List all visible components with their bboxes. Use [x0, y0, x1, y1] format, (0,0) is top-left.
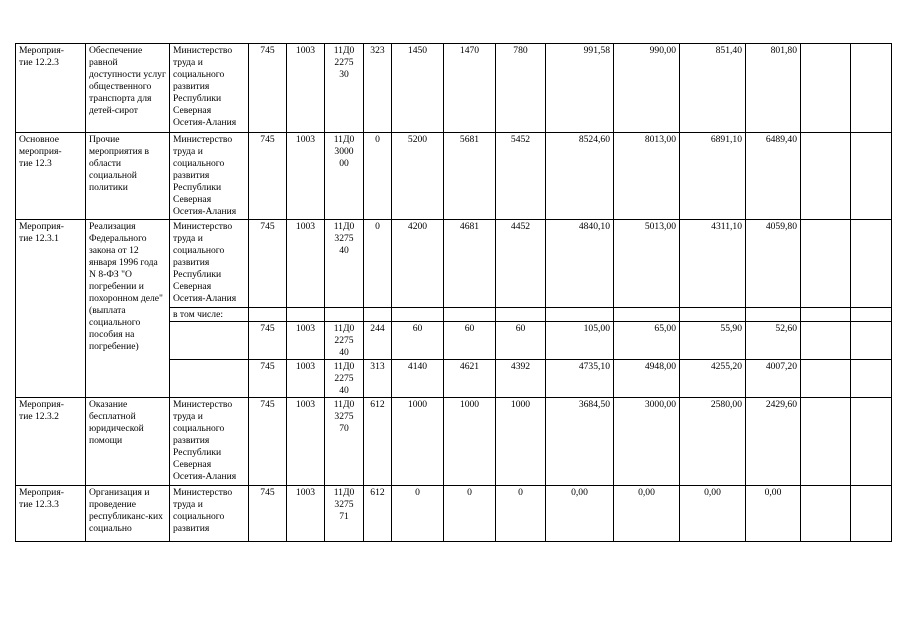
row-v2: 1000	[444, 398, 496, 486]
row-csr: 11Д0 2275 40	[325, 322, 364, 360]
row-description: Оказание бесплатной юридической помощи	[86, 398, 170, 486]
row-vr: 313	[364, 360, 392, 398]
row-v5: 4948,00	[614, 360, 680, 398]
row-v7: 0,00	[746, 486, 801, 542]
row-executor: Министерство труда и социального развития	[170, 486, 249, 542]
row-v6: 55,90	[680, 322, 746, 360]
empty-cell	[444, 308, 496, 322]
row-csr: 11Д0 2275 40	[325, 360, 364, 398]
row-v1: 1450	[392, 44, 444, 133]
row-vr: 0	[364, 220, 392, 308]
row-v3: 4452	[496, 220, 546, 308]
row-v7: 801,80	[746, 44, 801, 133]
table-row	[16, 486, 892, 542]
row-v7: 6489,40	[746, 133, 801, 220]
row-csr: 11Д0 2275 30	[325, 44, 364, 133]
empty-cell	[170, 360, 249, 398]
empty-cell	[801, 220, 851, 308]
row-v4: 105,00	[546, 322, 614, 360]
empty-cell	[746, 308, 801, 322]
row-grbs: 745	[249, 398, 287, 486]
row-rzpr: 1003	[287, 486, 325, 542]
row-v1: 5200	[392, 133, 444, 220]
row-grbs: 745	[249, 220, 287, 308]
empty-cell	[801, 44, 851, 133]
row-v2: 4681	[444, 220, 496, 308]
row-v6: 4255,20	[680, 360, 746, 398]
empty-cell	[851, 133, 892, 220]
empty-cell	[851, 44, 892, 133]
row-csr: 11Д0 3275 40	[325, 220, 364, 308]
row-v2: 4621	[444, 360, 496, 398]
row-name: Мероприя- тие 12.3.3	[16, 486, 86, 542]
row-v5: 990,00	[614, 44, 680, 133]
empty-cell	[801, 322, 851, 360]
empty-cell	[851, 322, 892, 360]
row-grbs: 745	[249, 133, 287, 220]
row-rzpr: 1003	[287, 322, 325, 360]
row-description: Обеспечение равной доступности услуг общественного транспорта для детей-сирот	[86, 44, 170, 133]
row-vr: 0	[364, 133, 392, 220]
row-v6: 6891,10	[680, 133, 746, 220]
row-name: Мероприя- тие 12.3.2	[16, 398, 86, 486]
row-v4: 0,00	[546, 486, 614, 542]
row-grbs: 745	[249, 360, 287, 398]
empty-cell	[287, 308, 325, 322]
empty-cell	[546, 308, 614, 322]
row-v5: 5013,00	[614, 220, 680, 308]
row-v5: 3000,00	[614, 398, 680, 486]
row-grbs: 745	[249, 486, 287, 542]
including-label: в том числе:	[170, 308, 249, 322]
row-v1: 4200	[392, 220, 444, 308]
row-v3: 5452	[496, 133, 546, 220]
row-rzpr: 1003	[287, 133, 325, 220]
row-csr: 11Д0 3275 70	[325, 398, 364, 486]
row-rzpr: 1003	[287, 398, 325, 486]
row-v7: 2429,60	[746, 398, 801, 486]
row-executor: Министерство труда и социального развития Республики Северная Осетия-Алания	[170, 133, 249, 220]
empty-cell	[851, 398, 892, 486]
row-v3: 60	[496, 322, 546, 360]
row-description: Реализация Федерального закона от 12 января 1996 года N 8-ФЗ "О погребении и похоронном деле" (выплата социального пособия на погребение)	[86, 220, 170, 398]
row-name: Мероприя- тие 12.2.3	[16, 44, 86, 133]
row-v6: 2580,00	[680, 398, 746, 486]
empty-cell	[496, 308, 546, 322]
row-vr: 244	[364, 322, 392, 360]
row-v7: 4007,20	[746, 360, 801, 398]
row-executor: Министерство труда и социального развития Республики Северная Осетия-Алания	[170, 44, 249, 133]
empty-cell	[680, 308, 746, 322]
row-v5: 65,00	[614, 322, 680, 360]
row-v7: 4059,80	[746, 220, 801, 308]
row-description: Прочие мероприятия в области социальной политики	[86, 133, 170, 220]
row-name: Основное мероприя- тие 12.3	[16, 133, 86, 220]
empty-cell	[392, 308, 444, 322]
row-grbs: 745	[249, 322, 287, 360]
row-rzpr: 1003	[287, 360, 325, 398]
empty-cell	[801, 398, 851, 486]
row-v2: 60	[444, 322, 496, 360]
row-executor: Министерство труда и социального развития Республики Северная Осетия-Алания	[170, 398, 249, 486]
row-description: Организация и проведение республиканс-ких социально	[86, 486, 170, 542]
row-rzpr: 1003	[287, 44, 325, 133]
row-csr: 11Д0 3275 71	[325, 486, 364, 542]
row-vr: 612	[364, 398, 392, 486]
row-v3: 1000	[496, 398, 546, 486]
empty-cell	[325, 308, 364, 322]
empty-cell	[851, 308, 892, 322]
row-executor: Министерство труда и социального развития Республики Северная Осетия-Алания	[170, 220, 249, 308]
row-v4: 8524,60	[546, 133, 614, 220]
row-v1: 0	[392, 486, 444, 542]
row-v1: 4140	[392, 360, 444, 398]
empty-cell	[364, 308, 392, 322]
row-v4: 4840,10	[546, 220, 614, 308]
budget-table	[15, 43, 892, 542]
empty-cell	[801, 360, 851, 398]
empty-cell	[801, 308, 851, 322]
empty-cell	[801, 133, 851, 220]
row-v3: 0	[496, 486, 546, 542]
table-row	[16, 398, 892, 486]
row-v2: 0	[444, 486, 496, 542]
table-row	[16, 44, 892, 133]
row-v6: 851,40	[680, 44, 746, 133]
row-vr: 323	[364, 44, 392, 133]
row-v4: 4735,10	[546, 360, 614, 398]
row-rzpr: 1003	[287, 220, 325, 308]
row-v3: 4392	[496, 360, 546, 398]
row-vr: 612	[364, 486, 392, 542]
table-row	[16, 220, 892, 308]
empty-cell	[614, 308, 680, 322]
empty-cell	[170, 322, 249, 360]
row-v4: 991,58	[546, 44, 614, 133]
empty-cell	[249, 308, 287, 322]
row-v4: 3684,50	[546, 398, 614, 486]
table-row	[16, 133, 892, 220]
empty-cell	[851, 360, 892, 398]
row-v6: 0,00	[680, 486, 746, 542]
row-name: Мероприя- тие 12.3.1	[16, 220, 86, 398]
row-v6: 4311,10	[680, 220, 746, 308]
row-v7: 52,60	[746, 322, 801, 360]
row-csr: 11Д0 3000 00	[325, 133, 364, 220]
row-v2: 5681	[444, 133, 496, 220]
row-v5: 8013,00	[614, 133, 680, 220]
empty-cell	[851, 220, 892, 308]
row-v1: 1000	[392, 398, 444, 486]
row-v1: 60	[392, 322, 444, 360]
empty-cell	[801, 486, 851, 542]
row-v5: 0,00	[614, 486, 680, 542]
row-grbs: 745	[249, 44, 287, 133]
empty-cell	[851, 486, 892, 542]
row-v2: 1470	[444, 44, 496, 133]
row-v3: 780	[496, 44, 546, 133]
